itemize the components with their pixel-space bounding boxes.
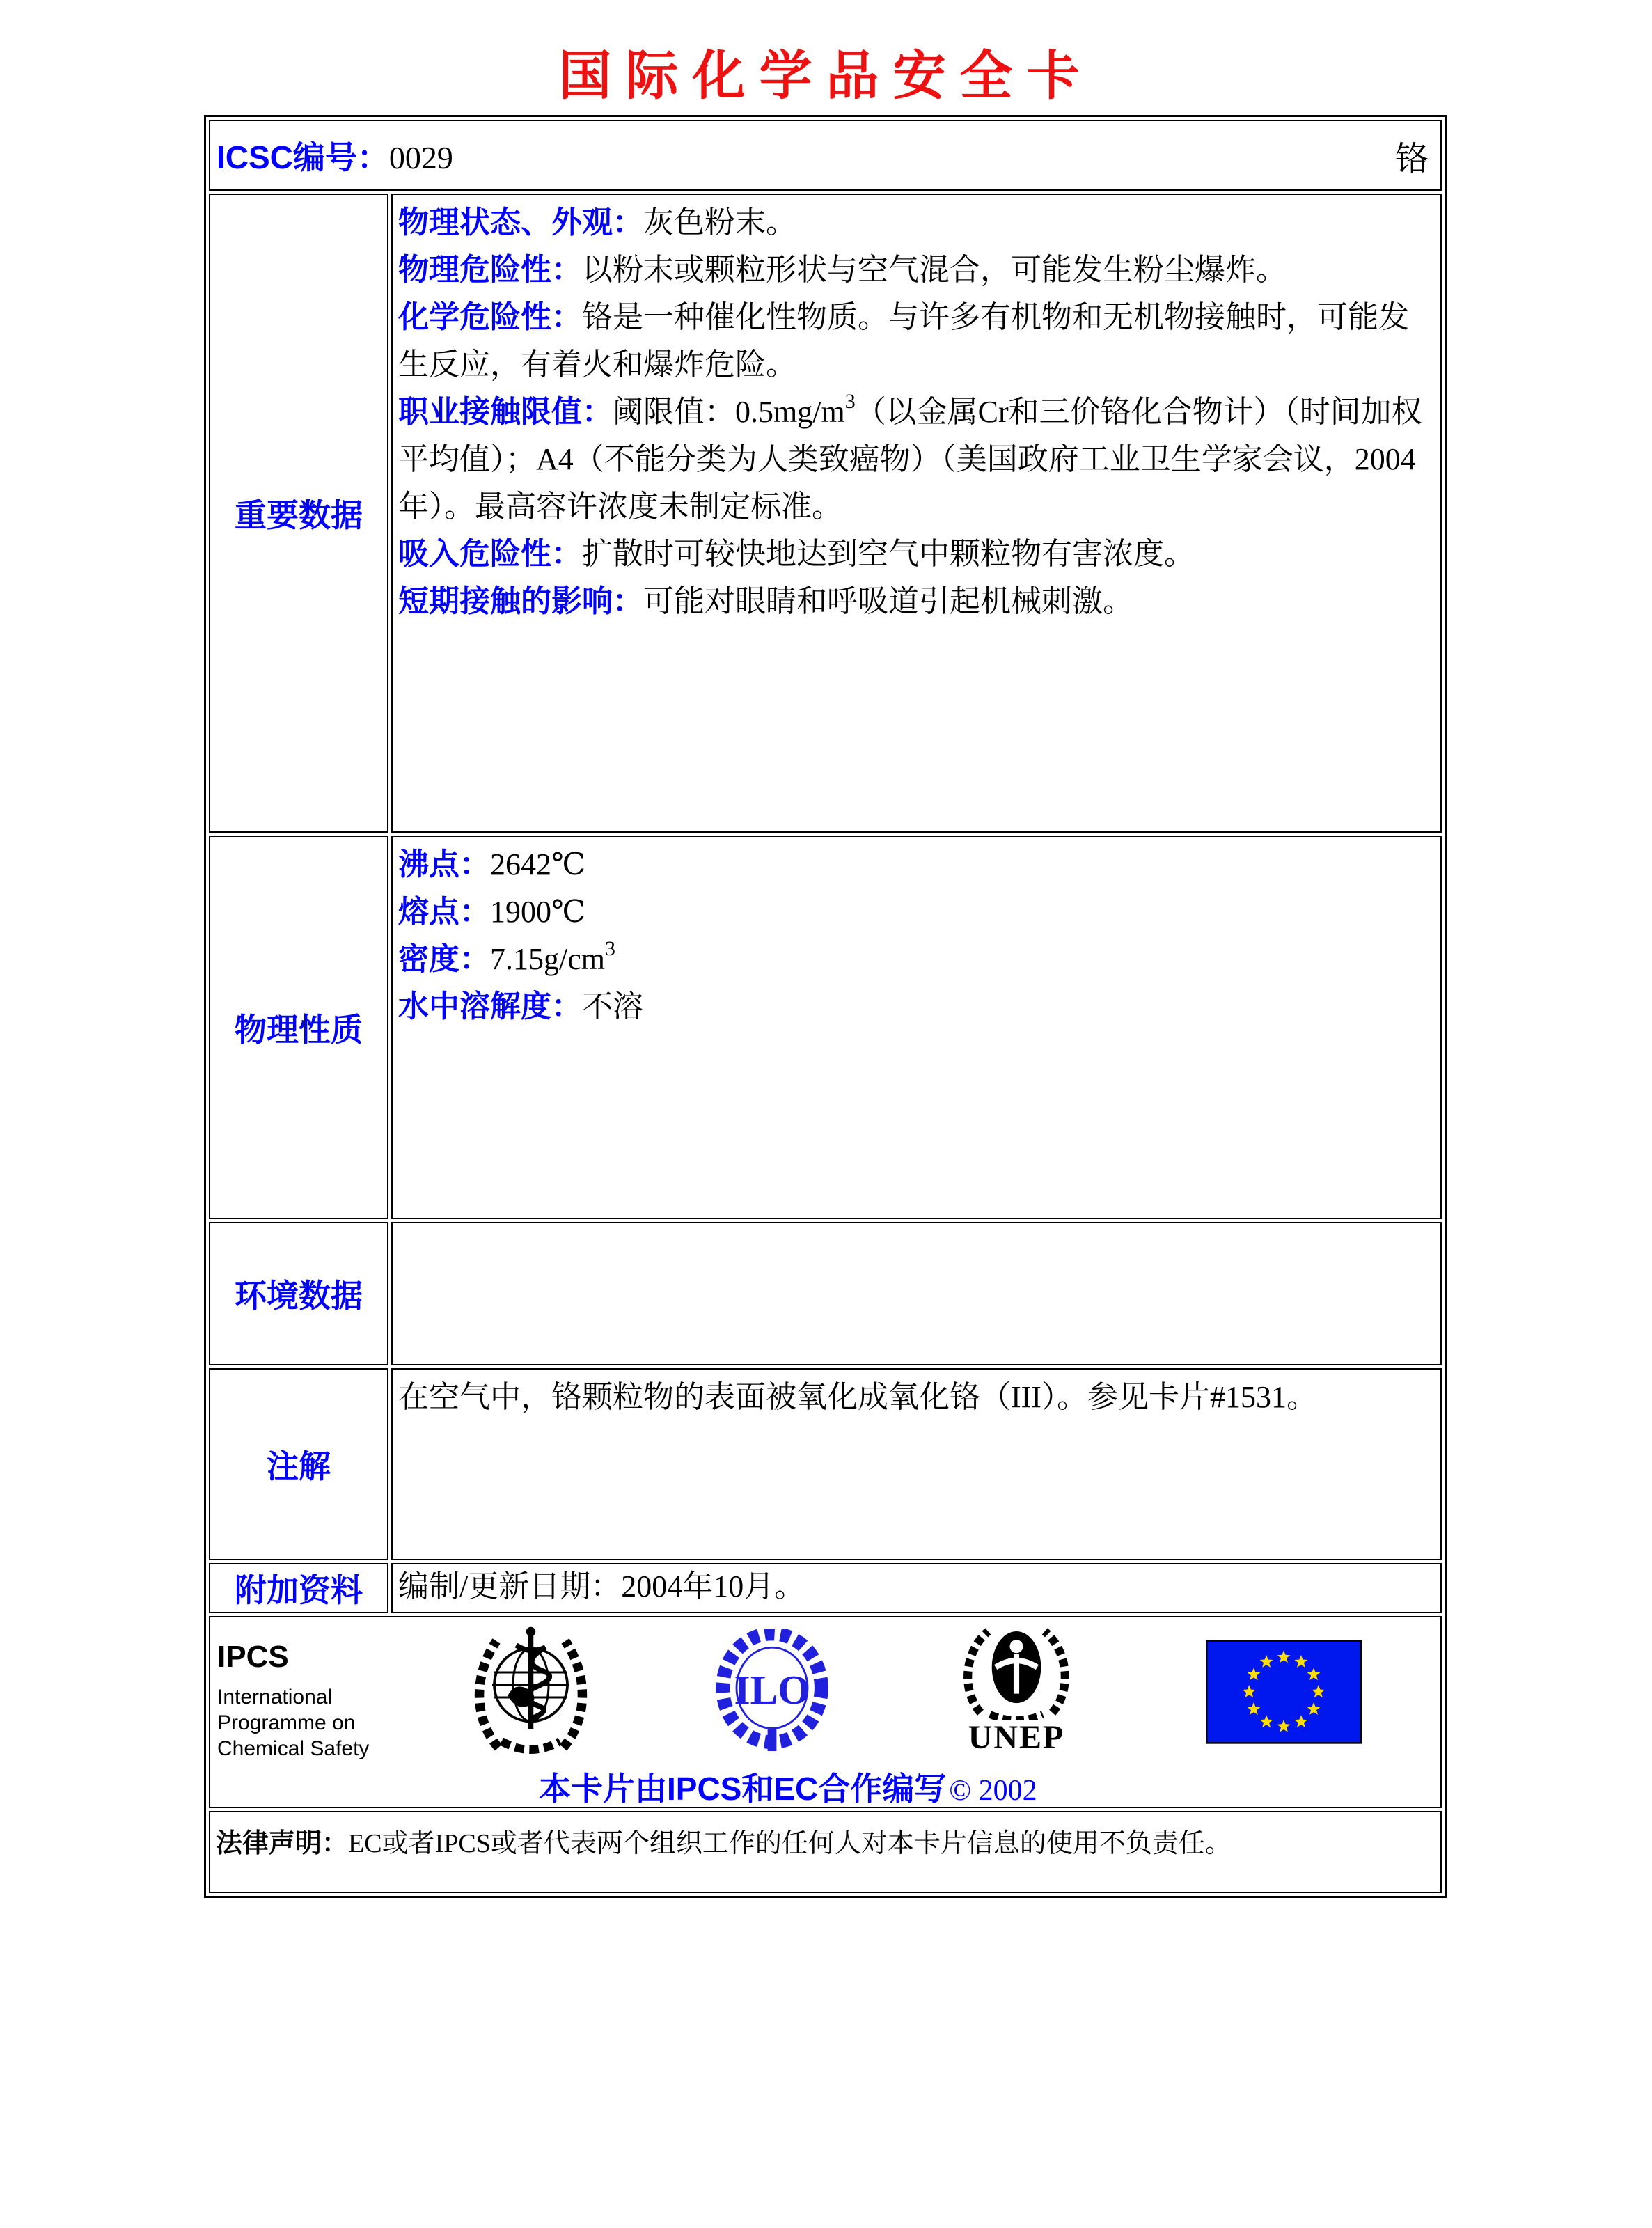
table-row [209,120,1442,191]
table-row [209,1222,1442,1365]
additional-info-text: 编制/更新日期：2004年10月。 [398,1569,805,1603]
table-row [209,1811,1442,1893]
row-label-environmental-data: 环境数据 [209,1222,388,1365]
table-row [209,836,1442,1219]
physical-properties-content [391,836,1442,1219]
table-row [209,1563,1442,1613]
row-label-notes: 注解 [209,1368,388,1560]
legal-notice-row [209,1811,1442,1893]
unep-wordmark: UNEP [968,1719,1065,1756]
ipcs-text-block [217,1640,369,1762]
physical-item-water-solubility: 水中溶解度：不溶 [398,989,643,1023]
page-title: 国际化学品安全卡 [558,45,1094,107]
icsc-number-value: 0029 [388,140,453,175]
important-item-occupational-limits: 职业接触限值：阈限值：$0.5mg/m^3$（以金属Cr和三价铬化合物计）（时间加权平均值）；A4（不能分类为人类致癌物）（美国政府工业卫生学家会议，2004年）。最高容许浓度未制定标准。 [398,390,1422,524]
ipcs-line3: Chemical Safety [217,1737,370,1760]
ilo-emblem-icon [713,1629,831,1755]
important-item-chemical-danger: 化学危险性：铬是一种催化性物质。与许多有机物和无机物接触时，可能发生反应，有着火和爆炸危险。 [398,300,1409,382]
physical-item-melting-point: 熔点：1900℃ [398,895,586,929]
important-item-physical-state: 物理状态、外观：灰色粉末。 [398,205,796,240]
important-data-content [391,194,1442,833]
cooperation-caption [539,1764,1037,1808]
row-label-additional-info: 附加资料 [209,1563,388,1613]
icsc-number-group [217,132,453,178]
table-row [209,194,1442,833]
table-row [209,1368,1442,1560]
unep-logo-block [948,1622,1085,1757]
legal-notice-text: EC或者IPCS或者代表两个组织工作的任何人对本卡片信息的使用不负责任。 [348,1829,1232,1858]
who-emblem-icon [459,1624,602,1760]
superscript: 3 [844,390,856,413]
important-item-short-term-effects: 短期接触的影响：可能对眼睛和呼吸道引起机械刺激。 [398,584,1133,618]
card-header-row [211,122,1440,189]
row-label-important-data: 重要数据 [209,194,388,833]
superscript: 3 [604,937,615,960]
environmental-data-content [391,1222,1442,1365]
ilo-letters: ILO [734,1667,810,1713]
notes-content [391,1368,1442,1560]
table-row [209,1616,1442,1808]
icsc-number-label: ICSC编号： [217,139,389,175]
important-item-inhalation-risk: 吸入危险性：扩散时可较快地达到空气中颗粒物有害浓度。 [398,537,1195,571]
important-item-physical-danger: 物理危险性：以粉末或颗粒形状与空气混合，可能发生粉尘爆炸。 [398,253,1287,287]
ipcs-line2: Programme on [217,1711,356,1734]
icsc-card-table [204,115,1447,1898]
copyright-notice: © 2002 [949,1775,1037,1807]
physical-item-density: 密度：$7.15g/cm^3$ [398,937,615,976]
ipcs-line1: International [217,1686,333,1709]
legal-notice-label: 法律声明： [216,1829,349,1858]
eu-flag-icon [1206,1640,1362,1744]
additional-info-content [391,1563,1442,1613]
cooperation-caption-text: 本卡片由IPCS和EC合作编写 [539,1771,947,1807]
chemical-name: 铬 [1394,140,1429,178]
notes-text: 在空气中，铬颗粒物的表面被氧化成氧化铬（III）。参见卡片#1531。 [398,1380,1317,1414]
physical-item-boiling-point: 沸点：2642℃ [398,847,586,881]
logos-row [209,1616,1442,1808]
unep-emblem-icon [950,1622,1083,1720]
ipcs-acronym: IPCS [217,1640,289,1674]
row-label-physical-properties: 物理性质 [209,836,388,1219]
